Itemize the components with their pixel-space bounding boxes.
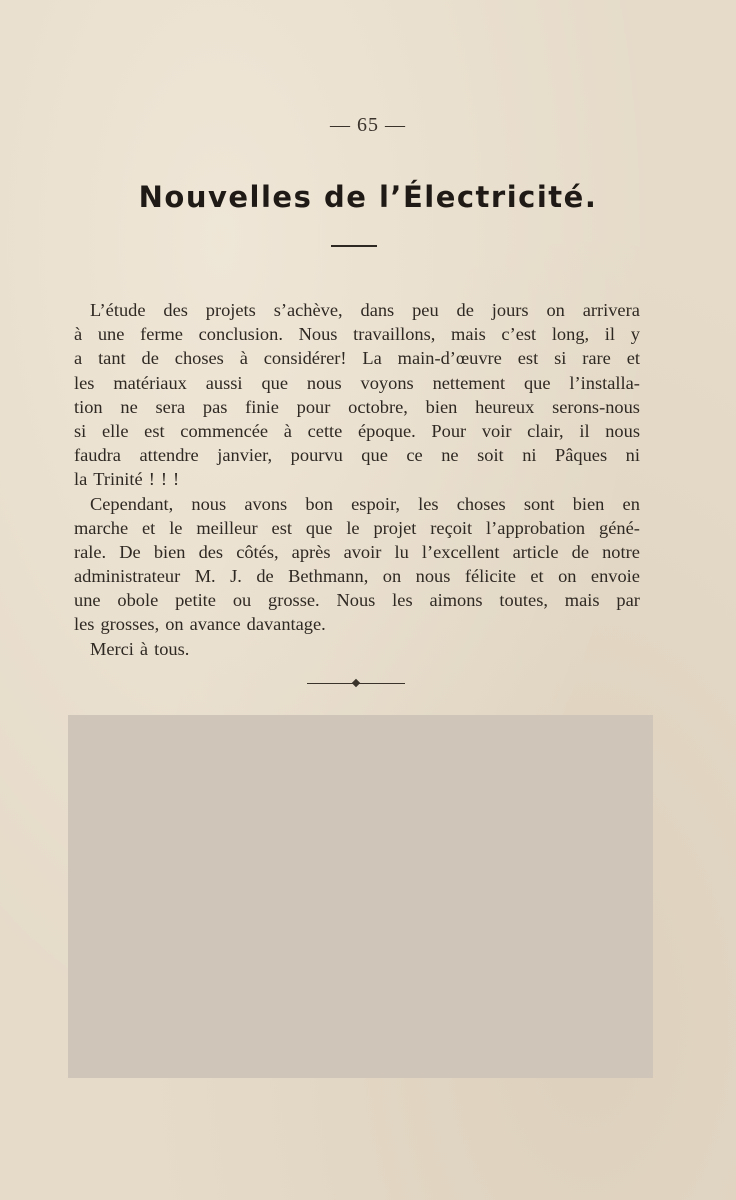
word: toutes,: [499, 590, 548, 611]
word: a: [74, 348, 83, 369]
word: des: [163, 300, 188, 320]
word: de: [456, 300, 474, 320]
word: l’excellent: [421, 541, 500, 562]
word: ce: [406, 445, 423, 466]
word: à: [139, 638, 149, 659]
word: !: [172, 469, 180, 490]
word: tous.: [154, 638, 190, 659]
word: administrateur: [74, 566, 181, 587]
word: notre: [602, 541, 640, 562]
text-line: [74, 395, 640, 419]
word: le: [346, 517, 360, 538]
word: nous: [605, 420, 640, 441]
word: que: [523, 372, 551, 393]
word: long,: [551, 324, 590, 345]
word: finie: [245, 396, 279, 417]
word: on: [546, 300, 565, 320]
word: par: [616, 590, 640, 611]
word: heureux: [475, 396, 535, 417]
word: clair,: [527, 420, 564, 441]
title-rule: [331, 245, 377, 247]
word: tion: [74, 396, 103, 417]
word: voir: [481, 420, 512, 441]
word: serons-nous: [552, 396, 640, 417]
word: est: [517, 348, 539, 369]
word: reçoit: [430, 517, 473, 538]
word: jours: [491, 300, 529, 320]
word: ne: [441, 445, 459, 466]
word: obole: [117, 590, 159, 611]
word: envoie: [590, 566, 640, 587]
word: et: [626, 348, 640, 369]
word: avons: [244, 493, 288, 514]
word: meilleur: [196, 517, 258, 538]
word: époque.: [358, 420, 416, 441]
text-line: [74, 612, 640, 636]
word: Pour: [431, 420, 467, 441]
word: les: [418, 493, 439, 514]
word: de: [256, 566, 274, 587]
word: cette: [307, 420, 343, 441]
word: projets: [205, 300, 256, 320]
word: côtés,: [236, 541, 279, 562]
word: s’achève,: [273, 300, 343, 320]
word: travaillons,: [353, 324, 436, 345]
word: article: [512, 541, 559, 562]
text-line: [74, 588, 640, 612]
word: de: [141, 348, 159, 369]
word: félicite: [464, 566, 516, 587]
word: après: [291, 541, 331, 562]
word: nous: [306, 372, 342, 393]
word: grosses,: [100, 614, 160, 635]
word: aimons: [429, 590, 483, 611]
word: les: [74, 372, 95, 393]
word: ni: [625, 445, 640, 466]
text-line: [74, 467, 640, 491]
word: mais: [564, 590, 600, 611]
word: considérer!: [263, 348, 347, 369]
word: Pâques: [555, 445, 608, 466]
word: commencée: [180, 420, 269, 441]
word: matériaux: [113, 372, 187, 393]
word: pour: [296, 396, 331, 417]
word: attendre: [139, 445, 199, 466]
text-line: [74, 492, 640, 516]
word: bon: [305, 493, 333, 514]
word: bien: [572, 493, 605, 514]
word: que: [261, 372, 288, 393]
text-line: [74, 346, 640, 370]
word: l’approbation: [486, 517, 586, 538]
word: ni: [522, 445, 537, 466]
word: ne: [120, 396, 138, 417]
word: on: [165, 614, 184, 635]
word: le: [169, 517, 183, 538]
word: ferme: [140, 324, 183, 345]
word: pas: [202, 396, 228, 417]
section-ornament: [307, 678, 405, 688]
word: et: [142, 517, 156, 538]
text-line: [74, 564, 640, 588]
word: y: [630, 324, 640, 345]
word: bien: [425, 396, 458, 417]
word: en: [622, 493, 640, 514]
word: Merci: [90, 638, 134, 659]
text-line: [74, 637, 640, 661]
word: Cependant,: [90, 493, 174, 514]
word: M.: [194, 566, 216, 587]
word: davantage.: [246, 614, 326, 635]
word: de: [571, 541, 589, 562]
word: marche: [74, 517, 129, 538]
word: !: [160, 469, 167, 490]
article-body: [74, 298, 640, 661]
word: à: [74, 324, 83, 345]
word: De: [119, 541, 141, 562]
word: choses: [456, 493, 506, 514]
word: aussi: [205, 372, 243, 393]
text-line: [74, 371, 640, 395]
word: il: [579, 420, 590, 441]
word: nous: [191, 493, 227, 514]
image-placeholder: [68, 715, 653, 1078]
word: tant: [98, 348, 126, 369]
word: soit: [477, 445, 504, 466]
word: J.: [230, 566, 242, 587]
word: sera: [155, 396, 186, 417]
word: pourvu: [290, 445, 343, 466]
word: projet: [373, 517, 417, 538]
text-line: [74, 540, 640, 564]
word: Nous: [298, 324, 338, 345]
word: conclusion.: [198, 324, 283, 345]
word: on: [382, 566, 402, 587]
word: lu: [394, 541, 409, 562]
word: Trinité: [93, 469, 143, 490]
word: espoir,: [351, 493, 400, 514]
word: Bethmann,: [288, 566, 369, 587]
word: L’étude: [90, 300, 146, 320]
word: une: [74, 590, 101, 611]
word: !: [148, 469, 155, 490]
word: choses: [174, 348, 224, 369]
word: les: [392, 590, 413, 611]
word: main-d’œuvre: [397, 348, 502, 369]
word: géné-: [599, 517, 640, 538]
word: la: [74, 469, 88, 490]
word: mais: [451, 324, 486, 345]
article-title: Nouvelles de l’Électricité.: [138, 180, 598, 214]
word: si: [74, 420, 87, 441]
word: il: [604, 324, 616, 345]
word: petite: [175, 590, 216, 611]
word: peu: [412, 300, 439, 320]
word: rare: [582, 348, 611, 369]
word: ou: [232, 590, 252, 611]
word: est: [271, 517, 292, 538]
word: voyons: [360, 372, 414, 393]
word: si: [554, 348, 567, 369]
word: avoir: [343, 541, 382, 562]
text-line: [74, 298, 640, 322]
text-line: [74, 516, 640, 540]
ornament-diamond: [352, 679, 360, 687]
word: arrivera: [582, 300, 640, 320]
word: Nous: [336, 590, 376, 611]
word: que: [305, 517, 333, 538]
word: nous: [415, 566, 451, 587]
word: dans: [360, 300, 395, 320]
word: l’installa-: [569, 372, 640, 393]
text-line: [74, 443, 640, 467]
word: des: [198, 541, 224, 562]
word: une: [97, 324, 125, 345]
word: les: [74, 614, 95, 635]
word: faudra: [74, 445, 121, 466]
word: sont: [523, 493, 555, 514]
text-line: [74, 419, 640, 443]
word: grosse.: [268, 590, 320, 611]
word: on: [558, 566, 577, 587]
word: est: [144, 420, 165, 441]
word: à: [283, 420, 292, 441]
word: rale.: [74, 541, 107, 562]
word: bien: [153, 541, 186, 562]
word: octobre,: [348, 396, 408, 417]
word: à: [239, 348, 248, 369]
word: avance: [189, 614, 241, 635]
word: elle: [101, 420, 129, 441]
word: janvier,: [217, 445, 273, 466]
word: La: [362, 348, 382, 369]
word: c’est: [501, 324, 537, 345]
word: et: [530, 566, 544, 587]
page-number: — 65 —: [330, 114, 406, 136]
word: nettement: [432, 372, 506, 393]
text-line: [74, 322, 640, 346]
word: que: [361, 445, 388, 466]
